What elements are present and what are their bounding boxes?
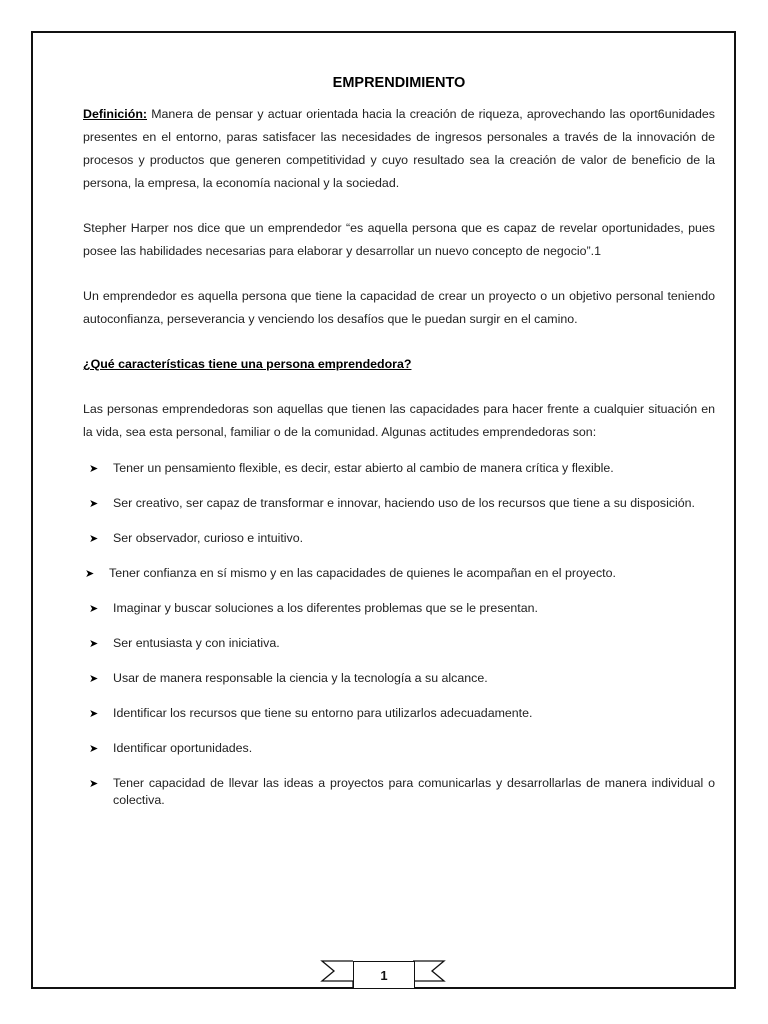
arrow-bullet-icon: ➤ (89, 463, 99, 475)
list-item: ➤ Usar de manera responsable la ciencia y la tecnología a su alcance. (83, 670, 715, 687)
list-item: ➤ Tener capacidad de llevar las ideas a proyectos para comunicarlas y desarrollarlas de manera individual o colectiva. (89, 776, 715, 807)
list-item: ➤ Imaginar y buscar soluciones a los diferentes problemas que se le presentan. (83, 600, 715, 617)
list-item: ➤ Identificar los recursos que tiene su entorno para utilizarlos adecuadamente. (83, 705, 715, 722)
arrow-bullet-icon: ➤ (89, 603, 99, 615)
definition-paragraph (83, 103, 715, 195)
page-number: 1 (353, 961, 415, 988)
list-item: ➤ Ser creativo, ser capaz de transformar e innovar, haciendo uso de los recursos que tiene a su disposición. (83, 495, 715, 512)
list-item: ➤ Identificar oportunidades. (83, 740, 715, 757)
arrow-bullet-icon: ➤ (89, 533, 99, 545)
list-item: ➤ Tener un pensamiento flexible, es decir, estar abierto al cambio de manera crítica y flexible. (83, 460, 715, 477)
document-body (83, 64, 715, 827)
arrow-bullet-icon: ➤ (89, 638, 99, 650)
list-item: ➤ Tener confianza en sí mismo y en las capacidades de quienes le acompañan en el proyecto. (79, 565, 715, 582)
arrow-bullet-icon: ➤ (89, 498, 99, 510)
section-heading: ¿Qué características tiene una persona emprendedora? (83, 357, 412, 371)
arrow-bullet-icon: ➤ (89, 708, 99, 720)
arrow-bullet-icon: ➤ (89, 743, 99, 755)
definition-label: Definición: (83, 107, 148, 121)
arrow-bullet-icon: ➤ (89, 778, 99, 790)
emprendedor-paragraph: Un emprendedor es aquella persona que tiene la capacidad de crear un proyecto o un objetivo personal teniendo autoconfianza, perseverancia y venciendo los desafíos que le puedan surgir en el camino. (83, 289, 715, 326)
list-item: ➤ Ser entusiasta y con iniciativa. (83, 635, 715, 652)
document-title: EMPRENDIMIENTO (332, 75, 466, 91)
list-item: ➤ Ser observador, curioso e intuitivo. (83, 530, 715, 547)
definition-text: Manera de pensar y actuar orientada hacia la creación de riqueza, aprovechando las oport6unidades presentes en el entorno, paras satisfacer las necesidades de ingresos personales a través de la innovación de procesos y productos que generen competitividad y cuyo resultado sea la creación de valor de beneficio de la persona, la empresa, la economía nacional y la sociedad. (83, 107, 715, 190)
harper-paragraph: Stepher Harper nos dice que un emprendedor “es aquella persona que es capaz de revelar oportunidades, pues posee las habilidades necesarias para elaborar y desarrollar un nuevo concepto de negocio”.1 (83, 221, 715, 258)
arrow-bullet-icon: ➤ (85, 568, 95, 580)
intro-paragraph: Las personas emprendedoras son aquellas que tienen las capacidades para hacer frente a cualquier situación en la vida, sea esta personal, familiar o de la comunidad. Algunas actitudes emprendedoras son: (83, 402, 715, 439)
attitudes-list (83, 460, 715, 809)
arrow-bullet-icon: ➤ (89, 673, 99, 685)
